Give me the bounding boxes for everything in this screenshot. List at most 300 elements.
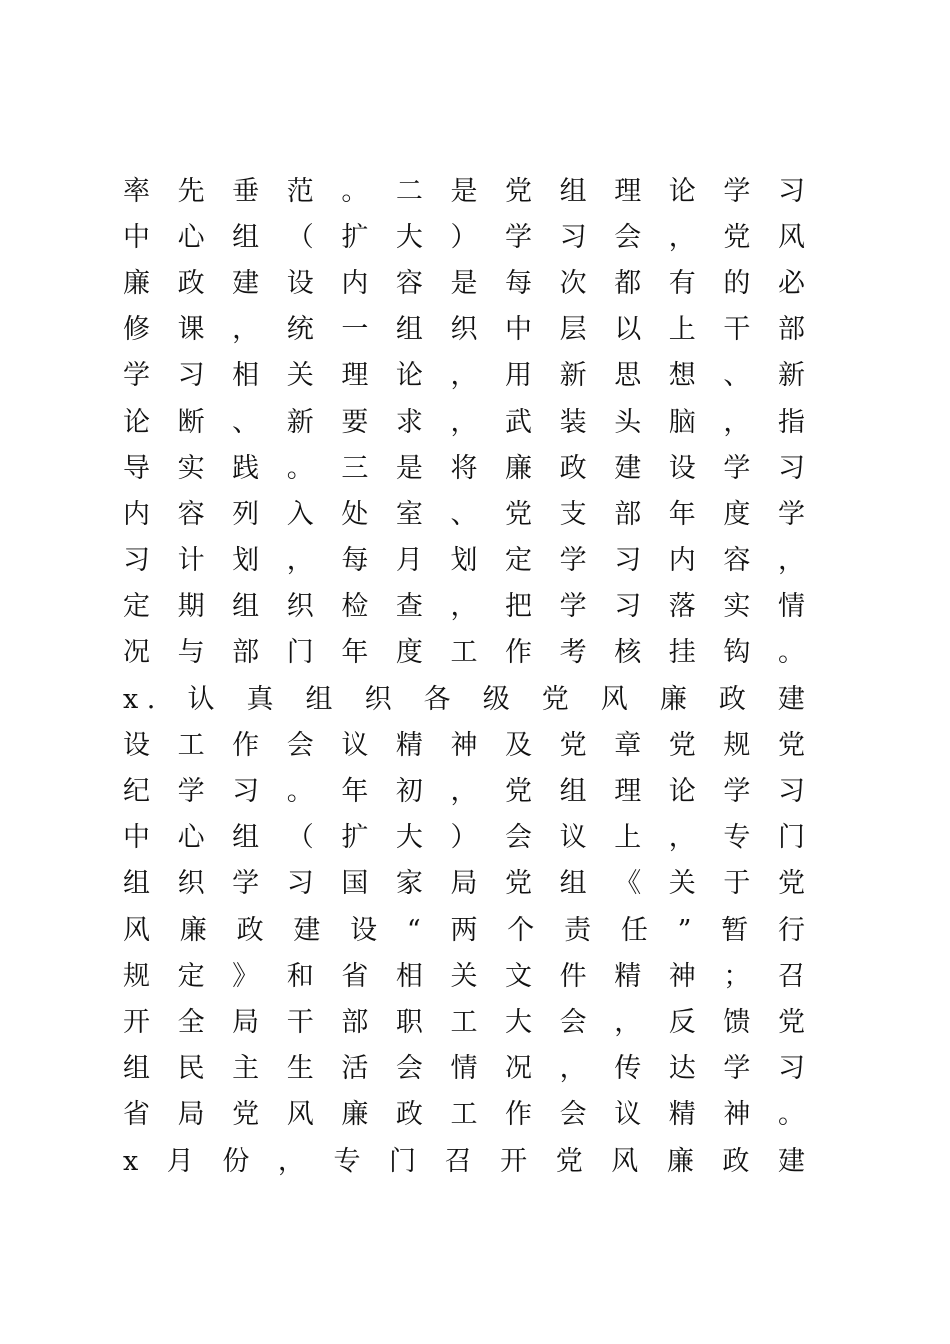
glyph: 党 xyxy=(723,221,751,253)
glyph: 学 xyxy=(777,498,805,530)
glyph: 定 xyxy=(123,591,150,623)
glyph: 况 xyxy=(123,637,150,669)
glyph: 是 xyxy=(450,175,478,207)
glyph: 组 xyxy=(559,776,587,808)
glyph: 精 xyxy=(614,960,642,992)
glyph: 脑 xyxy=(668,406,696,438)
glyph: 与 xyxy=(177,637,205,669)
glyph: ， xyxy=(232,314,260,346)
glyph: 会 xyxy=(559,1099,587,1131)
glyph: 先 xyxy=(177,175,205,207)
glyph: 列 xyxy=(232,498,260,530)
glyph: 组 xyxy=(395,314,423,346)
glyph: 作 xyxy=(505,1099,533,1131)
glyph: 学 xyxy=(723,1053,751,1085)
glyph: 容 xyxy=(723,545,751,577)
glyph: ” xyxy=(677,914,692,946)
glyph: 指 xyxy=(777,406,805,438)
glyph: 关 xyxy=(668,868,696,900)
glyph: 局 xyxy=(177,1099,205,1131)
glyph: 划 xyxy=(232,545,260,577)
glyph: 期 xyxy=(177,591,205,623)
glyph: 情 xyxy=(450,1053,478,1085)
glyph: 扩 xyxy=(341,221,369,253)
glyph: 习 xyxy=(177,360,205,392)
glyph: 求 xyxy=(395,406,423,438)
glyph: 头 xyxy=(614,406,642,438)
glyph: 全 xyxy=(177,1006,205,1038)
glyph: 次 xyxy=(559,267,587,299)
glyph: ， xyxy=(723,406,751,438)
glyph: 有 xyxy=(668,267,696,299)
text-line xyxy=(123,768,805,814)
glyph: 情 xyxy=(777,591,805,623)
text-line xyxy=(123,214,805,260)
glyph: 落 xyxy=(668,591,696,623)
text-line xyxy=(123,907,805,953)
glyph: 要 xyxy=(341,406,369,438)
glyph: 实 xyxy=(177,452,205,484)
glyph: 织 xyxy=(450,314,478,346)
glyph: 论 xyxy=(668,175,696,207)
glyph: 个 xyxy=(507,914,535,946)
glyph: 论 xyxy=(668,776,696,808)
glyph: 党 xyxy=(505,776,533,808)
glyph: 廉 xyxy=(666,1145,694,1177)
glyph: 习 xyxy=(614,545,642,577)
text-line xyxy=(123,491,805,537)
glyph: 学 xyxy=(123,360,150,392)
glyph: 度 xyxy=(723,498,751,530)
glyph: x . xyxy=(123,683,156,715)
glyph: 年 xyxy=(341,637,369,669)
glyph: 行 xyxy=(778,914,805,946)
glyph: 传 xyxy=(614,1053,642,1085)
glyph: 必 xyxy=(777,267,805,299)
text-line xyxy=(123,676,805,722)
glyph: 组 xyxy=(123,868,150,900)
glyph: 组 xyxy=(305,683,333,715)
glyph: x xyxy=(123,1145,139,1177)
glyph: 理 xyxy=(341,360,369,392)
glyph: 组 xyxy=(232,221,260,253)
glyph: 习 xyxy=(614,591,642,623)
glyph: 精 xyxy=(668,1099,696,1131)
text-line xyxy=(123,1046,805,1092)
glyph: 门 xyxy=(777,822,805,854)
glyph: 会 xyxy=(286,729,314,761)
text-line xyxy=(123,722,805,768)
glyph: 钩 xyxy=(723,637,751,669)
glyph: 两 xyxy=(450,914,478,946)
glyph: 活 xyxy=(341,1053,369,1085)
glyph: 每 xyxy=(505,267,533,299)
glyph: 民 xyxy=(177,1053,205,1085)
glyph: 设 xyxy=(123,729,150,761)
glyph: 真 xyxy=(246,683,274,715)
glyph: 是 xyxy=(450,267,478,299)
glyph: 习 xyxy=(777,776,805,808)
glyph: 容 xyxy=(177,498,205,530)
text-line xyxy=(123,861,805,907)
glyph: 定 xyxy=(505,545,533,577)
glyph: 学 xyxy=(723,776,751,808)
glyph: 想 xyxy=(668,360,696,392)
glyph: 工 xyxy=(177,729,205,761)
glyph: 学 xyxy=(232,868,260,900)
glyph: 。 xyxy=(286,452,314,484)
glyph: 份 xyxy=(222,1145,250,1177)
glyph: 达 xyxy=(668,1053,696,1085)
glyph: 组 xyxy=(232,822,260,854)
glyph: 政 xyxy=(559,452,587,484)
glyph: 党 xyxy=(505,868,533,900)
glyph: 党 xyxy=(668,729,696,761)
text-line xyxy=(123,953,805,999)
glyph: 。 xyxy=(777,1099,805,1131)
glyph: 、 xyxy=(723,360,751,392)
glyph: 廉 xyxy=(659,683,687,715)
glyph: 工 xyxy=(450,1006,478,1038)
glyph: 定 xyxy=(177,960,205,992)
glyph: 查 xyxy=(395,591,423,623)
glyph: 检 xyxy=(341,591,369,623)
glyph: 年 xyxy=(668,498,696,530)
text-line xyxy=(123,353,805,399)
glyph: 廉 xyxy=(123,267,150,299)
glyph: 织 xyxy=(286,591,314,623)
glyph: 省 xyxy=(123,1099,150,1131)
glyph: 设 xyxy=(668,452,696,484)
glyph: 范 xyxy=(286,175,314,207)
glyph: 课 xyxy=(177,314,205,346)
text-line xyxy=(123,815,805,861)
glyph: 门 xyxy=(286,637,314,669)
glyph: 开 xyxy=(123,1006,150,1038)
glyph: 学 xyxy=(723,452,751,484)
text-line xyxy=(123,1138,805,1184)
text-line xyxy=(123,1092,805,1138)
glyph: 国 xyxy=(341,868,369,900)
glyph: 省 xyxy=(341,960,369,992)
glyph: 将 xyxy=(450,452,478,484)
glyph: 习 xyxy=(777,175,805,207)
glyph: ， xyxy=(450,360,478,392)
glyph: 组 xyxy=(232,591,260,623)
glyph: 。 xyxy=(286,776,314,808)
glyph: 风 xyxy=(600,683,628,715)
glyph: 论 xyxy=(123,406,150,438)
glyph: 家 xyxy=(395,868,423,900)
glyph: 各 xyxy=(423,683,451,715)
glyph: ， xyxy=(450,776,478,808)
glyph: 上 xyxy=(614,822,642,854)
glyph: 容 xyxy=(395,267,423,299)
glyph: 用 xyxy=(505,360,533,392)
glyph: ， xyxy=(286,545,314,577)
glyph: 会 xyxy=(614,221,642,253)
glyph: 任 xyxy=(620,914,648,946)
glyph: 思 xyxy=(614,360,642,392)
glyph: 大 xyxy=(395,822,423,854)
glyph: 责 xyxy=(564,914,592,946)
glyph: 学 xyxy=(505,221,533,253)
glyph: ） xyxy=(450,822,478,854)
glyph: 织 xyxy=(177,868,205,900)
glyph: 党 xyxy=(777,729,805,761)
glyph: 处 xyxy=(341,498,369,530)
glyph: 党 xyxy=(777,1006,805,1038)
glyph: “ xyxy=(406,914,421,946)
glyph: 导 xyxy=(123,452,150,484)
glyph: 神 xyxy=(450,729,478,761)
glyph: 政 xyxy=(177,267,205,299)
glyph: 习 xyxy=(286,868,314,900)
glyph: 一 xyxy=(341,314,369,346)
glyph: 建 xyxy=(777,1145,805,1177)
glyph: 廉 xyxy=(341,1099,369,1131)
glyph: 精 xyxy=(395,729,423,761)
text-line xyxy=(123,538,805,584)
glyph: 织 xyxy=(364,683,392,715)
glyph: 章 xyxy=(614,729,642,761)
glyph: 会 xyxy=(505,822,533,854)
glyph: 部 xyxy=(341,1006,369,1038)
glyph: 认 xyxy=(187,683,215,715)
glyph: 神 xyxy=(668,960,696,992)
glyph: 工 xyxy=(450,637,478,669)
glyph: 局 xyxy=(232,1006,260,1038)
glyph: 》 xyxy=(232,960,260,992)
text-line xyxy=(123,260,805,306)
glyph: 会 xyxy=(395,1053,423,1085)
glyph: 建 xyxy=(777,683,805,715)
glyph: 相 xyxy=(232,360,260,392)
glyph: 核 xyxy=(614,637,642,669)
glyph: ， xyxy=(450,591,478,623)
glyph: 党 xyxy=(505,498,533,530)
glyph: 政 xyxy=(722,1145,750,1177)
glyph: 中 xyxy=(123,822,150,854)
glyph: 的 xyxy=(723,267,751,299)
glyph: 廉 xyxy=(505,452,533,484)
glyph: 职 xyxy=(395,1006,423,1038)
glyph: 门 xyxy=(389,1145,417,1177)
glyph: 作 xyxy=(505,637,533,669)
glyph: 大 xyxy=(395,221,423,253)
glyph: 二 xyxy=(395,175,423,207)
glyph: 中 xyxy=(505,314,533,346)
glyph: 装 xyxy=(559,406,587,438)
glyph: 于 xyxy=(723,868,751,900)
glyph: 学 xyxy=(559,545,587,577)
glyph: ， xyxy=(614,1006,642,1038)
glyph: ， xyxy=(559,1053,587,1085)
glyph: 纪 xyxy=(123,776,150,808)
glyph: 风 xyxy=(777,221,805,253)
glyph: 理 xyxy=(614,175,642,207)
glyph: 工 xyxy=(450,1099,478,1131)
glyph: 断 xyxy=(177,406,205,438)
glyph: 中 xyxy=(123,221,150,253)
glyph: 习 xyxy=(777,452,805,484)
glyph: 作 xyxy=(232,729,260,761)
glyph: 部 xyxy=(232,637,260,669)
glyph: 党 xyxy=(232,1099,260,1131)
glyph: 反 xyxy=(668,1006,696,1038)
glyph: 内 xyxy=(341,267,369,299)
glyph: 议 xyxy=(341,729,369,761)
glyph: 议 xyxy=(559,822,587,854)
glyph: 相 xyxy=(395,960,423,992)
glyph: 月 xyxy=(166,1145,194,1177)
glyph: 学 xyxy=(177,776,205,808)
glyph: 开 xyxy=(500,1145,528,1177)
glyph: 建 xyxy=(293,914,321,946)
body-text xyxy=(123,168,805,1184)
glyph: 设 xyxy=(286,267,314,299)
glyph: ， xyxy=(777,545,805,577)
glyph: 学 xyxy=(559,591,587,623)
glyph: 层 xyxy=(559,314,587,346)
glyph: 廉 xyxy=(179,914,207,946)
glyph: 挂 xyxy=(668,637,696,669)
glyph: 论 xyxy=(395,360,423,392)
glyph: 及 xyxy=(505,729,533,761)
glyph: 新 xyxy=(777,360,805,392)
glyph: 都 xyxy=(614,267,642,299)
glyph: 规 xyxy=(723,729,751,761)
glyph: 召 xyxy=(444,1145,472,1177)
glyph: 组 xyxy=(123,1053,150,1085)
glyph: 新 xyxy=(286,406,314,438)
glyph: 计 xyxy=(177,545,205,577)
glyph: 把 xyxy=(505,591,533,623)
text-line xyxy=(123,307,805,353)
glyph: 习 xyxy=(232,776,260,808)
text-line xyxy=(123,999,805,1045)
glyph: 会 xyxy=(559,1006,587,1038)
glyph: （ xyxy=(286,822,314,854)
glyph: 心 xyxy=(177,221,205,253)
glyph: 设 xyxy=(350,914,378,946)
glyph: 扩 xyxy=(341,822,369,854)
glyph: 关 xyxy=(450,960,478,992)
glyph: 考 xyxy=(559,637,587,669)
glyph: 。 xyxy=(777,637,805,669)
glyph: 建 xyxy=(232,267,260,299)
glyph: 暂 xyxy=(721,914,749,946)
glyph: 干 xyxy=(723,314,751,346)
glyph: 心 xyxy=(177,822,205,854)
glyph: 年 xyxy=(341,776,369,808)
glyph: ， xyxy=(450,406,478,438)
glyph: 组 xyxy=(559,175,587,207)
glyph: 武 xyxy=(505,406,533,438)
glyph: 。 xyxy=(341,175,369,207)
glyph: 习 xyxy=(559,221,587,253)
glyph: 况 xyxy=(505,1053,533,1085)
glyph: （ xyxy=(286,221,314,253)
glyph: 生 xyxy=(286,1053,314,1085)
glyph: 党 xyxy=(559,729,587,761)
glyph: 部 xyxy=(614,498,642,530)
glyph: 风 xyxy=(123,914,150,946)
glyph: 关 xyxy=(286,360,314,392)
glyph: 室 xyxy=(395,498,423,530)
glyph: 内 xyxy=(123,498,150,530)
glyph: 月 xyxy=(395,545,423,577)
glyph: 和 xyxy=(286,960,314,992)
glyph: 习 xyxy=(123,545,150,577)
text-line xyxy=(123,445,805,491)
glyph: 新 xyxy=(559,360,587,392)
glyph: 党 xyxy=(505,175,533,207)
glyph: 度 xyxy=(395,637,423,669)
glyph: ； xyxy=(723,960,751,992)
glyph: 级 xyxy=(482,683,510,715)
glyph: 议 xyxy=(614,1099,642,1131)
glyph: 、 xyxy=(232,406,260,438)
text-line xyxy=(123,630,805,676)
glyph: 政 xyxy=(718,683,746,715)
glyph: 党 xyxy=(555,1145,583,1177)
glyph: 件 xyxy=(559,960,587,992)
glyph: 实 xyxy=(723,591,751,623)
glyph: 规 xyxy=(123,960,150,992)
glyph: 学 xyxy=(723,175,751,207)
glyph: 理 xyxy=(614,776,642,808)
glyph: 风 xyxy=(611,1145,639,1177)
glyph: 支 xyxy=(559,498,587,530)
glyph: 政 xyxy=(395,1099,423,1131)
glyph: 内 xyxy=(668,545,696,577)
glyph: 初 xyxy=(395,776,423,808)
glyph: 上 xyxy=(668,314,696,346)
glyph: 践 xyxy=(232,452,260,484)
glyph: 干 xyxy=(286,1006,314,1038)
glyph: 文 xyxy=(505,960,533,992)
glyph: 率 xyxy=(123,175,150,207)
glyph: 主 xyxy=(232,1053,260,1085)
glyph: 划 xyxy=(450,545,478,577)
glyph: 神 xyxy=(723,1099,751,1131)
glyph: 专 xyxy=(333,1145,361,1177)
glyph: ） xyxy=(450,221,478,253)
glyph: ， xyxy=(668,221,696,253)
glyph: 统 xyxy=(286,314,314,346)
glyph: 三 xyxy=(341,452,369,484)
glyph: 局 xyxy=(450,868,478,900)
glyph: ， xyxy=(277,1145,305,1177)
glyph: 召 xyxy=(777,960,805,992)
glyph: 《 xyxy=(614,868,642,900)
glyph: 垂 xyxy=(232,175,260,207)
glyph: 、 xyxy=(450,498,478,530)
glyph: 组 xyxy=(559,868,587,900)
text-line xyxy=(123,584,805,630)
glyph: 是 xyxy=(395,452,423,484)
glyph: 政 xyxy=(236,914,264,946)
glyph: 党 xyxy=(541,683,569,715)
glyph: 修 xyxy=(123,314,150,346)
glyph: 党 xyxy=(777,868,805,900)
glyph: 建 xyxy=(614,452,642,484)
glyph: 部 xyxy=(777,314,805,346)
text-line xyxy=(123,399,805,445)
text-line xyxy=(123,168,805,214)
glyph: 以 xyxy=(614,314,642,346)
